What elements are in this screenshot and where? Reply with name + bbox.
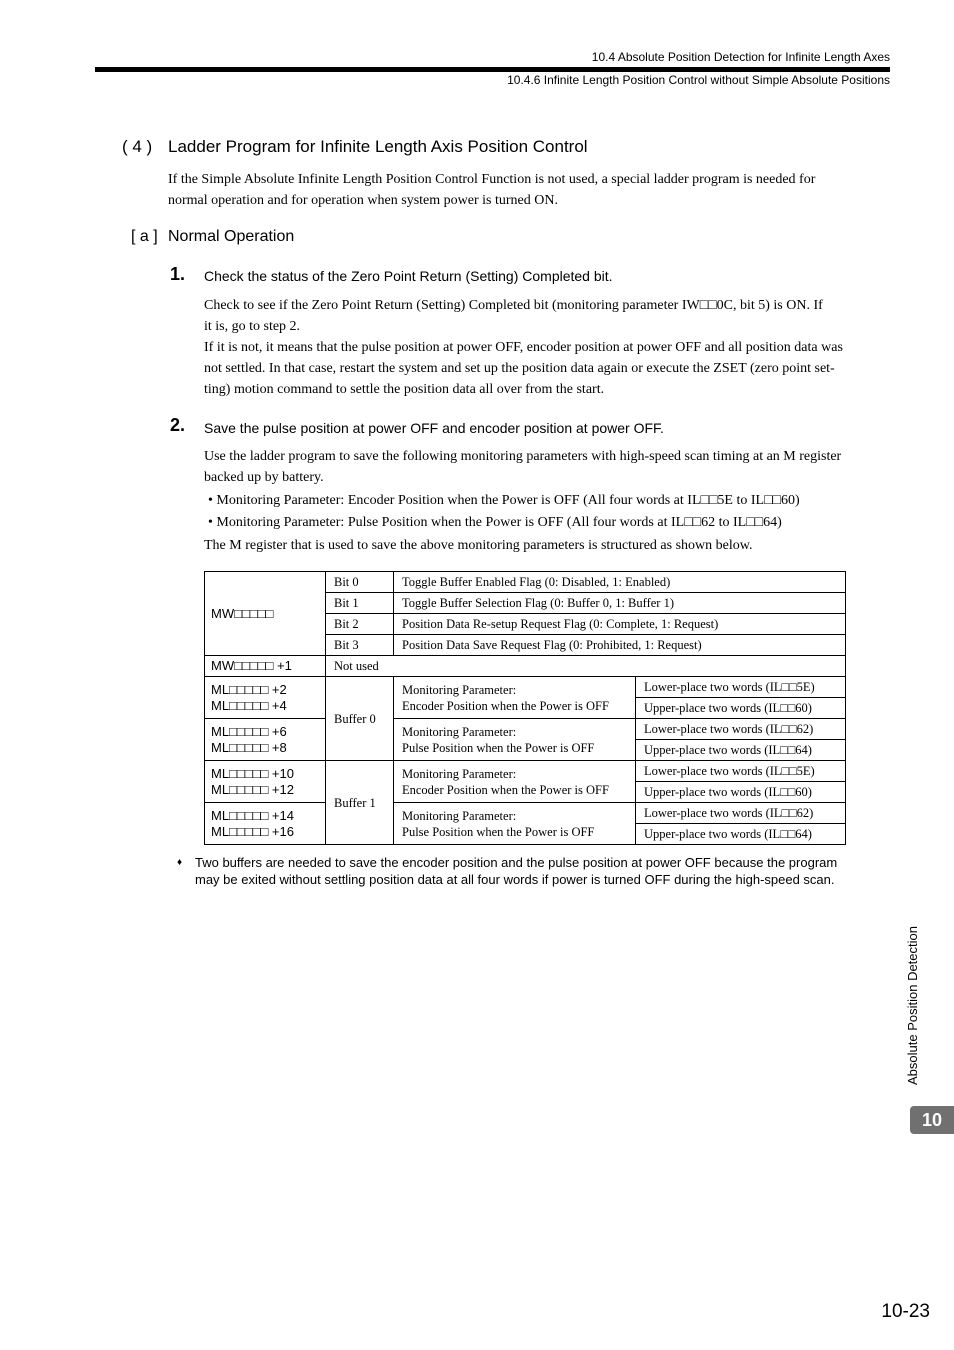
- parameter-line: Encoder Position when the Power is OFF: [402, 698, 609, 713]
- parameter-line: Monitoring Parameter:: [402, 808, 517, 823]
- bit-cell: Bit 1: [326, 593, 394, 614]
- parameter-line: Pulse Position when the Power is OFF: [402, 740, 595, 755]
- step-2-body: [204, 446, 890, 488]
- register-label: ML□□□□□ +14: [211, 807, 294, 823]
- register-label: ML□□□□□ +4: [211, 697, 287, 713]
- word-cell: Lower-place two words (IL□□5E): [636, 677, 846, 698]
- mw-plus1-cell: MW□□□□□ +1: [205, 656, 326, 677]
- note-text: [195, 854, 885, 888]
- subsection-label: [ a ]: [131, 228, 158, 245]
- side-chapter-label: Absolute Position Detection: [905, 926, 920, 1085]
- section-number: ( 4 ): [122, 137, 153, 156]
- section-title: Ladder Program for Infinite Length Axis Position Control: [168, 137, 588, 156]
- register-label: ML□□□□□ +6: [211, 723, 287, 739]
- word-cell: Lower-place two words (IL□□5E): [636, 761, 846, 782]
- step-2-title: Save the pulse position at power OFF and encoder position at power OFF.: [204, 420, 664, 436]
- m-register-table: [204, 571, 846, 845]
- step-1-title: Check the status of the Zero Point Return (Setting) Completed bit.: [204, 268, 613, 284]
- register-label: ML□□□□□ +2: [211, 681, 287, 697]
- running-header-subsection: 10.4.6 Infinite Length Position Control without Simple Absolute Positions: [507, 73, 890, 87]
- subsection-title: Normal Operation: [168, 228, 295, 245]
- buffer-1-cell: Buffer 1: [326, 761, 394, 845]
- note-line: Two buffers are needed to save the encoder position and the pulse position at power OFF because the program: [195, 855, 838, 870]
- register-label: ML□□□□□ +10: [211, 765, 294, 781]
- body-line: ting) motion command to settle the position data all over from the start.: [204, 382, 605, 397]
- chapter-tab: 10: [910, 1106, 954, 1134]
- body-line: Check to see if the Zero Point Return (Setting) Completed bit (monitoring parameter IW□□0C, bit 5) is ON. If: [204, 298, 823, 313]
- parameter-line: Pulse Position when the Power is OFF: [402, 824, 595, 839]
- body-line: If it is not, it means that the pulse position at power OFF, encoder position at power OFF and all position data was: [204, 340, 843, 355]
- bit-desc-cell: Toggle Buffer Enabled Flag (0: Disabled, 1: Enabled): [394, 572, 846, 593]
- header-rule: [95, 67, 890, 72]
- parameter-line: Monitoring Parameter:: [402, 766, 517, 781]
- parameter-line: Monitoring Parameter:: [402, 724, 517, 739]
- mw-base-cell: MW□□□□□: [205, 572, 326, 656]
- step-2-number: 2.: [170, 415, 186, 435]
- section-intro: [168, 169, 890, 211]
- not-used-cell: Not used: [326, 656, 846, 677]
- step-2-closing: The M register that is used to save the above monitoring parameters is structured as shown below.: [204, 538, 753, 553]
- step-1-body: [204, 295, 890, 400]
- register-cell: [205, 719, 326, 761]
- note-line: may be exited without settling position data at all four words if power is turned OFF during the high-speed scan.: [195, 872, 835, 887]
- body-line: backed up by battery.: [204, 470, 324, 485]
- word-cell: Upper-place two words (IL□□60): [636, 698, 846, 719]
- bit-cell: Bit 0: [326, 572, 394, 593]
- bit-cell: Bit 3: [326, 635, 394, 656]
- register-cell: [205, 803, 326, 845]
- step-1-number: 1.: [170, 264, 186, 284]
- word-cell: Lower-place two words (IL□□62): [636, 719, 846, 740]
- parameter-cell: [394, 803, 636, 845]
- parameter-cell: [394, 677, 636, 719]
- word-cell: Upper-place two words (IL□□64): [636, 824, 846, 845]
- parameter-cell: [394, 719, 636, 761]
- running-header-section: 10.4 Absolute Position Detection for Infinite Length Axes: [591, 50, 890, 64]
- word-cell: Upper-place two words (IL□□60): [636, 782, 846, 803]
- word-cell: Upper-place two words (IL□□64): [636, 740, 846, 761]
- register-label: ML□□□□□ +16: [211, 823, 294, 839]
- bullet-encoder-position: • Monitoring Parameter: Encoder Position when the Power is OFF (All four words at IL□□5E to IL□□60): [208, 493, 800, 508]
- page-number: 10-23: [881, 1301, 930, 1322]
- note-diamond-icon: ♦: [177, 857, 183, 868]
- bit-desc-cell: Position Data Re-setup Request Flag (0: Complete, 1: Request): [394, 614, 846, 635]
- bit-cell: Bit 2: [326, 614, 394, 635]
- bit-desc-cell: Position Data Save Request Flag (0: Prohibited, 1: Request): [394, 635, 846, 656]
- word-cell: Lower-place two words (IL□□62): [636, 803, 846, 824]
- body-line: not settled. In that case, restart the system and set up the position data again or execute the ZSET (zero point set-: [204, 361, 835, 376]
- register-label: ML□□□□□ +12: [211, 781, 294, 797]
- register-label: ML□□□□□ +8: [211, 739, 287, 755]
- register-cell: [205, 677, 326, 719]
- parameter-line: Encoder Position when the Power is OFF: [402, 782, 609, 797]
- intro-line: normal operation and for operation when system power is turned ON.: [168, 193, 558, 208]
- parameter-line: Monitoring Parameter:: [402, 682, 517, 697]
- buffer-0-cell: Buffer 0: [326, 677, 394, 761]
- bullet-pulse-position: • Monitoring Parameter: Pulse Position when the Power is OFF (All four words at IL□□62 to IL□□64): [208, 515, 782, 530]
- body-line: Use the ladder program to save the following monitoring parameters with high-speed scan timing at an M register: [204, 449, 842, 464]
- intro-line: If the Simple Absolute Infinite Length Position Control Function is not used, a special ladder program is needed for: [168, 172, 816, 187]
- bit-desc-cell: Toggle Buffer Selection Flag (0: Buffer 0, 1: Buffer 1): [394, 593, 846, 614]
- register-cell: [205, 761, 326, 803]
- body-line: it is, go to step 2.: [204, 319, 301, 334]
- parameter-cell: [394, 761, 636, 803]
